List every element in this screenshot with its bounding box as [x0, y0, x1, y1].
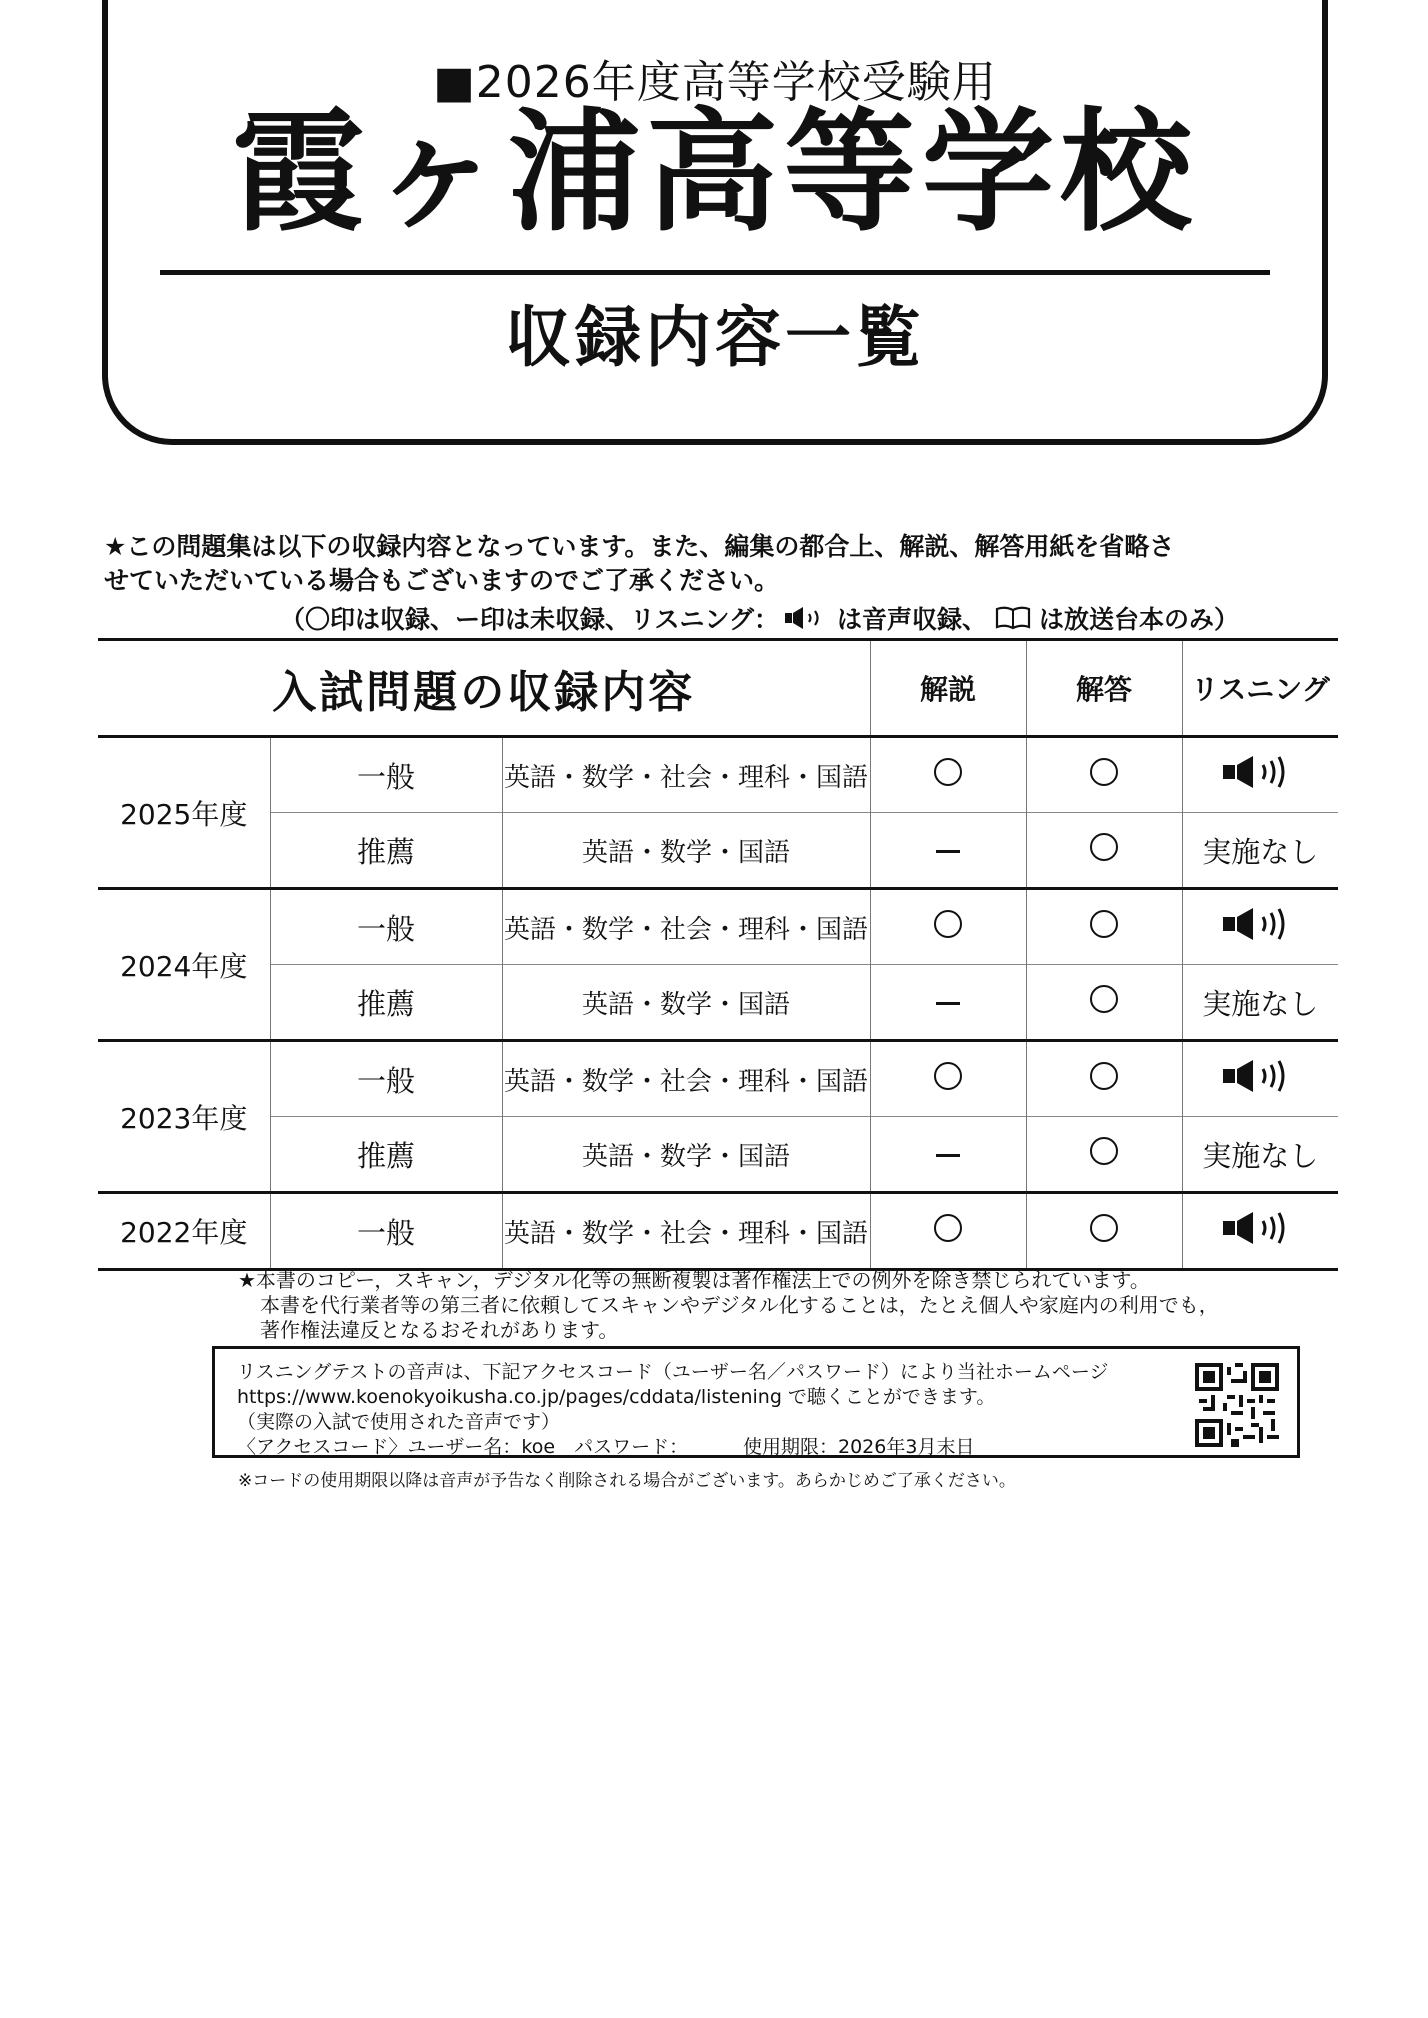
speaker-sound-icon — [1223, 754, 1297, 790]
explanation-cell — [870, 1117, 1026, 1193]
explanation-circle-mark — [934, 1214, 962, 1242]
subjects-cell: 英語・数学・社会・理科・国語 — [502, 1193, 870, 1270]
year-cell: 2023年度 — [98, 1041, 270, 1193]
table-row — [98, 1117, 1338, 1193]
exam-type-cell: 一般 — [270, 737, 502, 813]
speaker-sound-icon — [1223, 1210, 1297, 1246]
notice-line-1: ★この問題集は以下の収録内容となっています。また、編集の都合上、解説、解答用紙を省略さ — [104, 532, 1175, 561]
listening-cell — [1182, 1193, 1338, 1270]
qr-code-icon[interactable] — [1195, 1363, 1279, 1447]
copyright-notes — [238, 1268, 1219, 1343]
header-card — [102, 0, 1328, 445]
answer-cell — [1026, 889, 1182, 965]
notice-line-2: せていただいている場合もございますのでご了承ください。 — [104, 566, 780, 595]
answer-cell — [1026, 1041, 1182, 1117]
answer-circle-mark — [1090, 833, 1118, 861]
exam-type-cell: 推薦 — [270, 1117, 502, 1193]
answer-cell — [1026, 1117, 1182, 1193]
table-row — [98, 1041, 1338, 1117]
subjects-cell: 英語・数学・社会・理科・国語 — [502, 889, 870, 965]
legend-text-1: （〇印は収録、ー印は未収録、リスニング： — [280, 605, 780, 634]
code-expiry-note: ※コードの使用期限以降は音声が予告なく削除される場合がございます。あらかじめご了承ください。 — [238, 1471, 1016, 1491]
answer-circle-mark — [1090, 985, 1118, 1013]
copyright-line-2: 本書を代行業者等の第三者に依頼してスキャンやデジタル化することは，たとえ個人や家庭内の利用でも， — [260, 1293, 1219, 1317]
contents-table — [98, 638, 1338, 1271]
speaker-sound-icon — [1223, 906, 1297, 942]
year-cell: 2022年度 — [98, 1193, 270, 1270]
explanation-cell — [870, 1041, 1026, 1117]
subjects-cell: 英語・数学・国語 — [502, 1117, 870, 1193]
listening-cell: 実施なし — [1182, 965, 1338, 1041]
answer-cell — [1026, 965, 1182, 1041]
subjects-cell: 英語・数学・社会・理科・国語 — [502, 737, 870, 813]
table-row — [98, 889, 1338, 965]
notice-text — [104, 530, 1336, 598]
school-name-title: 霞ヶ浦高等学校 — [232, 96, 1198, 250]
table-row — [98, 737, 1338, 813]
speaker-sound-icon — [1223, 1058, 1297, 1094]
contents-list-title: 収録内容一覧 — [505, 299, 925, 376]
explanation-dash-mark — [936, 1154, 960, 1157]
subjects-cell: 英語・数学・国語 — [502, 813, 870, 889]
access-line-1: リスニングテストの音声は、下記アクセスコード（ユーザー名／パスワード）により当社ホームページ — [237, 1361, 1109, 1383]
listening-cell: 実施なし — [1182, 813, 1338, 889]
copyright-line-1: ★本書のコピー，スキャン，デジタル化等の無断複製は著作権法上での例外を除き禁じられています。 — [238, 1268, 1150, 1292]
exam-type-cell: 一般 — [270, 889, 502, 965]
table-header-explanation: 解説 — [870, 640, 1026, 737]
table-header-row — [98, 640, 1338, 737]
answer-circle-mark — [1090, 758, 1118, 786]
explanation-cell — [870, 965, 1026, 1041]
explanation-circle-mark — [934, 1062, 962, 1090]
title-divider — [160, 270, 1270, 275]
exam-year-label: ■2026年度高等学校受験用 — [433, 57, 997, 108]
table-row — [98, 813, 1338, 889]
exam-type-cell: 一般 — [270, 1193, 502, 1270]
legend-text-2: は音声収録、 — [837, 605, 988, 634]
table-header-listening: リスニング — [1182, 640, 1338, 737]
table-header-main: 入試問題の収録内容 — [98, 640, 870, 737]
access-expiry: 使用期限：2026年3月末日 — [743, 1436, 975, 1458]
explanation-cell — [870, 813, 1026, 889]
legend-text-3: は放送台本のみ） — [1039, 605, 1240, 634]
explanation-dash-mark — [936, 1002, 960, 1005]
speaker-sound-icon — [785, 606, 831, 630]
table-header-answer: 解答 — [1026, 640, 1182, 737]
table-row — [98, 965, 1338, 1041]
answer-cell — [1026, 1193, 1182, 1270]
copyright-line-3: 著作権法違反となるおそれがあります。 — [260, 1318, 619, 1342]
answer-cell — [1026, 813, 1182, 889]
exam-type-cell: 推薦 — [270, 965, 502, 1041]
listening-cell — [1182, 1041, 1338, 1117]
listening-cell: 実施なし — [1182, 1117, 1338, 1193]
access-code-box — [212, 1346, 1300, 1458]
answer-circle-mark — [1090, 1062, 1118, 1090]
access-url-line[interactable]: https://www.koenokyoikusha.co.jp/pages/cddata/listening で聴くことができます。 — [237, 1386, 996, 1408]
explanation-circle-mark — [934, 910, 962, 938]
open-book-icon — [995, 605, 1031, 631]
access-code-line: 〈アクセスコード〉ユーザー名：koe パスワード： — [237, 1436, 689, 1458]
legend — [280, 600, 1239, 636]
explanation-cell — [870, 889, 1026, 965]
answer-circle-mark — [1090, 910, 1118, 938]
exam-type-cell: 推薦 — [270, 813, 502, 889]
answer-circle-mark — [1090, 1137, 1118, 1165]
explanation-circle-mark — [934, 758, 962, 786]
answer-circle-mark — [1090, 1214, 1118, 1242]
year-cell: 2024年度 — [98, 889, 270, 1041]
listening-cell — [1182, 889, 1338, 965]
explanation-dash-mark — [936, 850, 960, 853]
answer-cell — [1026, 737, 1182, 813]
subjects-cell: 英語・数学・社会・理科・国語 — [502, 1041, 870, 1117]
explanation-cell — [870, 1193, 1026, 1270]
table-row — [98, 1193, 1338, 1270]
explanation-cell — [870, 737, 1026, 813]
listening-cell — [1182, 737, 1338, 813]
exam-type-cell: 一般 — [270, 1041, 502, 1117]
subjects-cell: 英語・数学・国語 — [502, 965, 870, 1041]
access-line-3: （実際の入試で使用された音声です） — [237, 1411, 561, 1433]
table-body — [98, 737, 1338, 1270]
year-cell: 2025年度 — [98, 737, 270, 889]
